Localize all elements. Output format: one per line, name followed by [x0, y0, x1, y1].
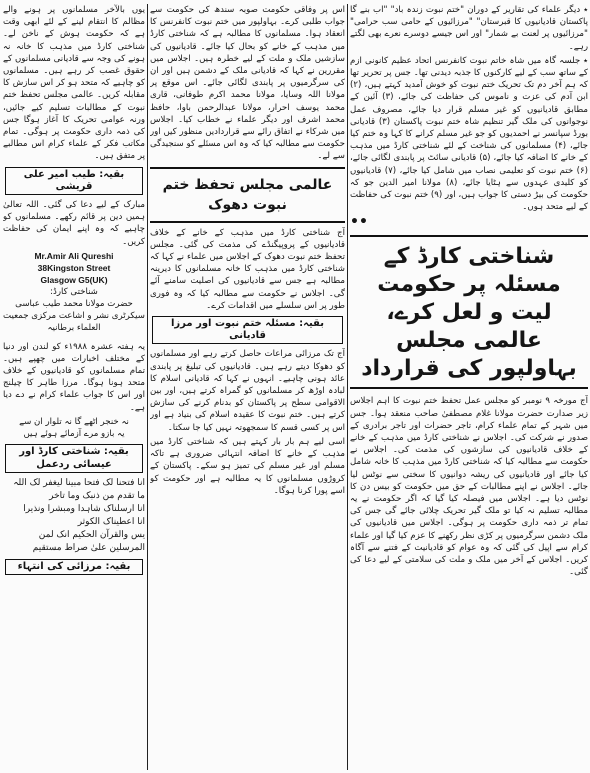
- address-label: شناختی کارڈ:: [50, 286, 98, 297]
- left-intro-text: یوں بالآخر مسلمانوں پر ہونے والے مظالم کا انتقام لینے کے لئے ابھی وقت ہے کہ حکومت ہوش کے ناخن لے۔ شناختی کارڈ میں مذہب کا خانہ نہ ہونے کی وجہ سے قادیانی مسلمانوں کے حقوق غصب کر رہے ہیں۔ مسلمانوں کو چاہیے کہ متحد ہو کر اس سازش کا مقابلہ کریں۔ عالمی مجلس تحفظ ختم نبوت کے مطالبات تسلیم کیے جائیں، ورنہ عوامی تحریک کا آغاز ہوگا جس کی ذمہ داری حکومت پر ہوگی۔ تمام مکاتب فکر کے علماء کرام اس مطالبے پر متفق ہیں۔: [3, 5, 145, 162]
- right-column: [350, 4, 588, 770]
- arabic-verse-4: یس والقرآن الحکیم انک لمن المرسلین علیٰ صراط مستقیم: [32, 529, 145, 553]
- address-block: [3, 250, 145, 335]
- address-person: حضرت مولانا محمد طیب عباسی: [15, 299, 133, 310]
- address-street: 38Kingston Street: [37, 262, 111, 273]
- middle-column: [150, 4, 345, 770]
- middle-intro-text: اس پر وفاقی حکومت صوبہ سندھ کی حکومت سے جواب طلبی کرے۔ بہاولپور میں ختم نبوت کانفرنس کا انعقاد ہوا۔ مسلمانوں کا مطالبہ ہے کہ شناختی کارڈ میں مذہب کے خانے کو بحال کیا جائے۔ قادیانیوں کی سازشیں ملک و ملت کے لیے خطرہ ہیں۔ اجلاس میں مقررین نے کہا کہ قادیانی ملک کے دشمن ہیں اور ان کی سرگرمیوں پر پابندی لگائی جائے۔ اس موقع پر مولانا اللہ وسایا، مولانا محمد اکرم طوفانی، قاری محمد یوسف احرار، مولانا عبدالرحمن باوا، حافظ محمد اشرف اور دیگر علماء نے خطاب کیا۔ اجلاس میں شرکاء نے اتفاق رائے سے قراردادیں منظور کیں اور حکومت سے مطالبہ کیا کہ وہ اس مسئلے کو سنجیدگی سے لے۔: [150, 5, 345, 162]
- middle-body-text-3: اسی لیے ہم بار بار کہتے ہیں کہ شناختی کارڈ میں مذہب کے خانے کا اضافہ انتہائی ضروری ہے تاکہ مسلم اور غیر مسلم کی تمیز ہو سکے۔ پاکستان کے کروڑوں مسلمانوں کا یہ مطالبہ ہے اور حکومت کو اسے پورا کرنا ہوگا۔: [150, 436, 345, 496]
- end-marks: ••: [350, 214, 368, 231]
- left-section-box-1: بقیہ: طیب امیر علی قریشی: [5, 167, 143, 195]
- arabic-verse-2: انا ارسلناک شاہدا ومبشرا ونذیرا: [23, 503, 145, 514]
- left-column: [3, 4, 145, 770]
- left-section-box-2: بقیہ: شناختی کارڈ اور عیسائی ردعمل: [5, 444, 143, 472]
- address-name: Mr.Amir Ali Qureshi: [34, 250, 114, 261]
- address-title: سیکرٹری نشر و اشاعت مرکزی جمعیت العلماء برطانیہ: [3, 311, 145, 334]
- column-divider-right: [347, 4, 348, 770]
- arabic-verse-3: انا اعطیناک الکوثر: [77, 516, 145, 527]
- middle-headline: عالمی مجلس تحفظ ختم نبوت دھوک: [150, 167, 345, 223]
- left-mid-text: مبارک کے لیے دعا کی گئی۔ اللہ تعالیٰ ہمیں دین پر قائم رکھے۔ مسلمانوں کو چاہیے کہ وہ اپنے ایمان کی حفاظت کریں۔: [3, 200, 145, 247]
- address-city: Glasgow G5(UK): [40, 274, 108, 285]
- right-body-text: آج مورخہ ۹ نومبر کو مجلس عمل تحفظ ختم نبوت کا اہم اجلاس زیر صدارت حضرت مولانا غلام مصطفیٰ صاحب منعقد ہوا۔ جس میں شہر کے تمام علماء کرام، تاجر حضرات اور تاجر برادری کے صدور نے شرکت کی۔ اجلاس نے شناختی کارڈ میں مذہب کے خانے کے خلاف قادیانیوں کی سازشوں کی مذمت کی۔ اجلاس نے حکومت سے مطالبہ کیا کہ شناختی کارڈ میں مذہب کا خانہ شامل کیا جائے اور قادیانیوں کی ریشہ دوانیوں کا سختی سے نوٹس لیا جائے۔ اجلاس نے اپنے مطالبات کے حق میں حکومت کو بیس دن کا نوٹس دیا ہے۔ اجلاس میں فیصلہ کیا گیا کہ اگر حکومت نے یہ مطالبہ تسلیم نہ کیا تو ملک گیر تحریک چلائی جائے گی جس کی تمام تر ذمہ داری حکومت پر ہوگی۔ اجلاس میں قادیانیوں کی ملک دشمن سرگرمیوں پر کڑی نظر رکھنے کا عزم کیا گیا اور علماء کرام سے اپیل کی گئی کہ وہ عوام کو قادیانیت کے فتنے سے آگاہ کریں۔ اجلاس کے آخر میں ملک و ملت کی سلامتی کے لیے دعا کی گئی۔: [350, 396, 588, 578]
- column-divider-left: [147, 4, 148, 770]
- left-section-box-3: بقیہ: مرزائی کی انتہاء: [5, 559, 143, 575]
- middle-body-text: آج شناختی کارڈ میں مذہب کے خانے کے خلاف قادیانیوں کے پروپیگنڈے کی مذمت کی گئی۔ مجلس تحفظ ختم نبوت دھوک کے اجلاس میں علماء نے کہا کہ شناختی کارڈ میں مذہب کا خانہ مسلمانوں کا دیرینہ مطالبہ ہے جس سے قادیانیوں کی اصلیت سامنے آئے گی۔ اجلاس نے حکومت سے مطالبہ کیا کہ وہ فوری طور پر اس سلسلے میں اقدامات کرے۔: [150, 227, 345, 311]
- left-body-text: یہ ہفتہ عشرہ ۱۹۸۸ء کو لندن اور دنیا کے مختلف اخبارات میں چھپے ہیں۔ تمام مسلمانوں کو قادیانیوں کے خلاف متحد ہونا ہوگا۔ مرزا طاہر کا چیلنج اور اس کا جواب علماء کرام نے دے دیا ہے۔: [3, 341, 145, 413]
- arabic-verse-1: انا فتحنا لک فتحا مبینا لیغفر لک اللہ ما تقدم من ذنبک وما تاخر: [13, 477, 145, 501]
- poem-line-1: نہ خنجر اٹھے گا نہ تلوار ان سے: [19, 416, 129, 427]
- middle-section-box: بقیہ: مسئلہ ختم نبوت اور مرزا قادیانی: [152, 316, 343, 344]
- middle-body-text-2: آج تک مرزائی مراعات حاصل کرتے رہے اور مسلمانوں کو دھوکا دیتے رہے ہیں۔ قادیانیوں کی تبلیغ پر پابندی عائد ہونی چاہیے۔ انہوں نے کہا کہ قادیانی اسلام کا لبادہ اوڑھ کر مسلمانوں کو گمراہ کرتے ہیں، اور بین الاقوامی سطح پر پاکستان کو بدنام کرنے کی سازش کرتے ہیں۔ ختم نبوت کا عقیدہ اسلام کی بنیاد ہے اور اس پر کسی قسم کا سمجھوتہ نہیں کیا جا سکتا۔: [150, 349, 345, 433]
- poem-line-2: یہ بازو مرے آزمائے ہوئے ہیں: [23, 429, 125, 440]
- right-block-2: ٭ جلسہ گاہ میں شاہ خاتم نبوت کانفرنس اتحاد عظیم کانونی ازم کے ساتھ سب کے لیے کارکنوں کا جذبہ دیدنی تھا۔ جس پر تحریر تھا کہ ہم آخر دم تک تحریک ختم نبوت کو خوش آمدید کہتے ہیں، (۲) ابن آدم کی عزت و ناموس کی حفاظت کی جائے، (۳) آئین کے مطابق قادیانیوں کو غیر مسلم قرار دیا جائے، مصروف عمل نوجوانوں کی ملک گیر تنظیم شاہ ختم نبوت پاکستان (۳) قادیانی بورڈ سپانسر نے احمدیوں کو جو غیر مسلم کرانے کا کہا وہ ختم کیا جائے، (۴) مسلمانوں کی شناخت کے لئے شناختی کارڈ میں مذہب کے خانے کا اضافہ کیا جائے، (۵) قادیانی سائٹ پر پابندی لگائی جائے، (۶) ختم نبوت کو تعلیمی نصاب میں شامل کیا جائے، (۷) قادیانیوں کو کلیدی عہدوں سے ہٹایا جائے، (۸) مولانا امیر الدین جو کہ حکومت کی بیڑ دستی کا جواب ہیں، اور (۹) ختم نبوت کی حفاظت کے لیے متحد ہوں۔: [350, 55, 588, 213]
- right-block-1: ٭ دیگر علماء کی تقاریر کے دوران "ختم نبوت زندہ باد" "اب بنے گا پاکستان قادیانیوں کا قبرستان" "مرزائیوں کے حامی سب حرامی" "مرزائیوں پر لعنت بے شمار" اور اس جیسے دوسرے نعرے بھی لگتے رہے۔: [350, 5, 588, 52]
- right-headline: شناختی کارڈ کے مسئلہ پر حکومت لیت و لعل کرے، عالمی مجلس بہاولپور کی قرارداد: [350, 235, 588, 389]
